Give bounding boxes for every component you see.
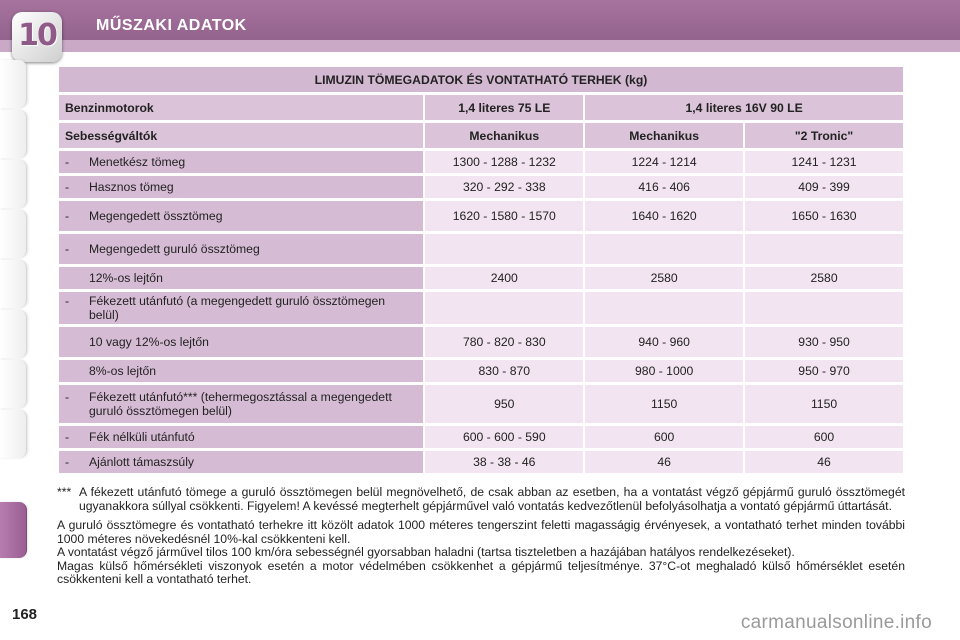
- note-paragraph: A guruló össztömegre és vontatható terhekre itt közölt adatok 1000 méteres tengerszint feletti magasságig érvényesek, a vontatható terhet minden további 1000 méteres növekedésnél 10%-kal csökkenteni kell.: [57, 518, 905, 546]
- table-row: [59, 151, 903, 173]
- row-dash: -: [65, 455, 70, 469]
- row-value: 1650 - 1630: [745, 201, 903, 231]
- row-value: [745, 234, 903, 264]
- row-dash: [65, 364, 89, 378]
- row-value: 950: [425, 385, 583, 423]
- table-row: [59, 234, 903, 264]
- chapter-tab[interactable]: [0, 210, 27, 258]
- row-value: [745, 292, 903, 324]
- row-label-cell: [59, 176, 423, 198]
- row-value: [425, 292, 583, 324]
- row-label: Fék nélküli utánfutó: [89, 430, 195, 444]
- row-value: 2580: [745, 267, 903, 289]
- gearbox-col: Mechanikus: [585, 123, 743, 148]
- watermark: carmanualsonline.info: [740, 612, 932, 633]
- engine-label: Benzinmotorok: [59, 95, 423, 120]
- chapter-tab[interactable]: [0, 60, 27, 108]
- chapter-number: 10: [18, 18, 56, 53]
- row-label-cell: [59, 451, 423, 473]
- row-dash: [65, 271, 89, 285]
- table-row: [59, 292, 903, 324]
- engine-col-1: 1,4 literes 75 LE: [425, 95, 583, 120]
- chapter-tab-active[interactable]: [0, 502, 27, 558]
- row-value: 930 - 950: [745, 327, 903, 357]
- row-label-cell: [59, 426, 423, 448]
- row-dash: -: [65, 155, 70, 169]
- row-value: 830 - 870: [425, 360, 583, 382]
- row-value: 1150: [745, 385, 903, 423]
- row-value: 409 - 399: [745, 176, 903, 198]
- chapter-tab[interactable]: [0, 360, 27, 408]
- table-row: [59, 176, 903, 198]
- row-value: 1241 - 1231: [745, 151, 903, 173]
- table-row: [59, 201, 903, 231]
- row-label: Fékezett utánfutó*** (tehermegosztással a megengedett guruló össztömegen belül): [89, 390, 392, 418]
- table-row: [59, 451, 903, 473]
- gearbox-label: Sebességváltók: [59, 123, 423, 148]
- chapter-tab[interactable]: [0, 410, 27, 458]
- table-row: [59, 385, 903, 423]
- row-value: 2400: [425, 267, 583, 289]
- table-title: LIMUZIN TÖMEGADATOK ÉS VONTATHATÓ TERHEK (kg): [59, 67, 903, 92]
- weights-table: [57, 64, 905, 476]
- row-label-cell: [59, 292, 423, 324]
- engine-col-2: 1,4 literes 16V 90 LE: [585, 95, 903, 120]
- row-value: 780 - 820 - 830: [425, 327, 583, 357]
- engine-row: [59, 95, 903, 120]
- row-label-cell: [59, 385, 423, 423]
- row-label: Hasznos tömeg: [89, 180, 174, 194]
- row-dash: -: [65, 242, 70, 256]
- row-label: Fékezett utánfutó (a megengedett guruló össztömegen belül): [89, 294, 386, 322]
- table-row: [59, 267, 903, 289]
- row-label: 8%-os lejtőn: [89, 364, 157, 378]
- row-dash: [65, 335, 89, 349]
- row-label: Ajánlott támaszsúly: [89, 455, 194, 469]
- row-label-cell: [59, 360, 423, 382]
- chapter-tab[interactable]: [0, 110, 27, 158]
- row-value: 600 - 600 - 590: [425, 426, 583, 448]
- row-value: 46: [745, 451, 903, 473]
- chapter-tab[interactable]: [0, 260, 27, 308]
- row-value: 1300 - 1288 - 1232: [425, 151, 583, 173]
- note-paragraph: Magas külső hőmérsékleti viszonyok esetén a motor védelmében csökkenhet a gépjármű teljesítménye. 37°C-ot meghaladó külső hőmérséklet esetén csökkenteni kell a vontatható terhet.: [57, 558, 905, 586]
- row-value: 1640 - 1620: [585, 201, 743, 231]
- row-label: Megengedett guruló össztömeg: [89, 242, 260, 256]
- row-label: Menetkész tömeg: [89, 155, 186, 169]
- gearbox-col: "2 Tronic": [745, 123, 903, 148]
- row-value: 950 - 970: [745, 360, 903, 382]
- row-value: 2580: [585, 267, 743, 289]
- note-paragraph: A vontatást végző járművel tilos 100 km/óra sebességnél gyorsabban haladni (tartsa tiszteletben a hazájában hatályos rendelkezéseket).: [57, 545, 795, 559]
- chapter-tab[interactable]: [0, 160, 27, 208]
- row-value: 600: [745, 426, 903, 448]
- chapter-tab[interactable]: [0, 310, 27, 358]
- header-stripe: [0, 40, 960, 52]
- row-value: [585, 292, 743, 324]
- row-label-cell: [59, 234, 423, 264]
- row-label: 10 vagy 12%-os lejtőn: [89, 335, 209, 349]
- row-value: 1620 - 1580 - 1570: [425, 201, 583, 231]
- row-value: 1224 - 1214: [585, 151, 743, 173]
- row-value: 600: [585, 426, 743, 448]
- page-title: MŰSZAKI ADATOK: [96, 17, 247, 34]
- footnote: [57, 486, 905, 513]
- row-value: 416 - 406: [585, 176, 743, 198]
- row-value: 1150: [585, 385, 743, 423]
- row-dash: -: [65, 209, 70, 223]
- table-row: [59, 327, 903, 357]
- row-label: 12%-os lejtőn: [89, 271, 163, 285]
- row-value: [585, 234, 743, 264]
- row-dash: -: [65, 390, 70, 404]
- row-value: 940 - 960: [585, 327, 743, 357]
- gearbox-col: Mechanikus: [425, 123, 583, 148]
- row-value: 980 - 1000: [585, 360, 743, 382]
- row-label-cell: [59, 201, 423, 231]
- footnote-mark: ***: [57, 485, 72, 499]
- row-label-cell: [59, 151, 423, 173]
- notes: [57, 486, 905, 587]
- row-label-cell: [59, 267, 423, 289]
- row-dash: -: [65, 294, 70, 308]
- row-value: 38 - 38 - 46: [425, 451, 583, 473]
- page-number: 168: [12, 606, 38, 623]
- row-label: Megengedett össztömeg: [89, 209, 223, 223]
- row-value: 46: [585, 451, 743, 473]
- row-value: 320 - 292 - 338: [425, 176, 583, 198]
- table-row: [59, 426, 903, 448]
- gearbox-row: [59, 123, 903, 148]
- table-row: [59, 360, 903, 382]
- table-title-row: [59, 67, 903, 92]
- row-dash: -: [65, 180, 70, 194]
- row-value: [425, 234, 583, 264]
- row-label-cell: [59, 327, 423, 357]
- row-dash: -: [65, 430, 70, 444]
- footnote-text: A fékezett utánfutó tömege a guruló össztömegen belül megnövelhető, de csak abban az esetben, ha a vontatást végző gépjármű guruló össztömegét ugyanakkora súllyal csökkenti. Figyelem! A kevéssé megterhelt gépjárművel való vontatás kedvezőtlenül befolyásolhatja a vontató gépjármű úttartását.: [79, 485, 905, 513]
